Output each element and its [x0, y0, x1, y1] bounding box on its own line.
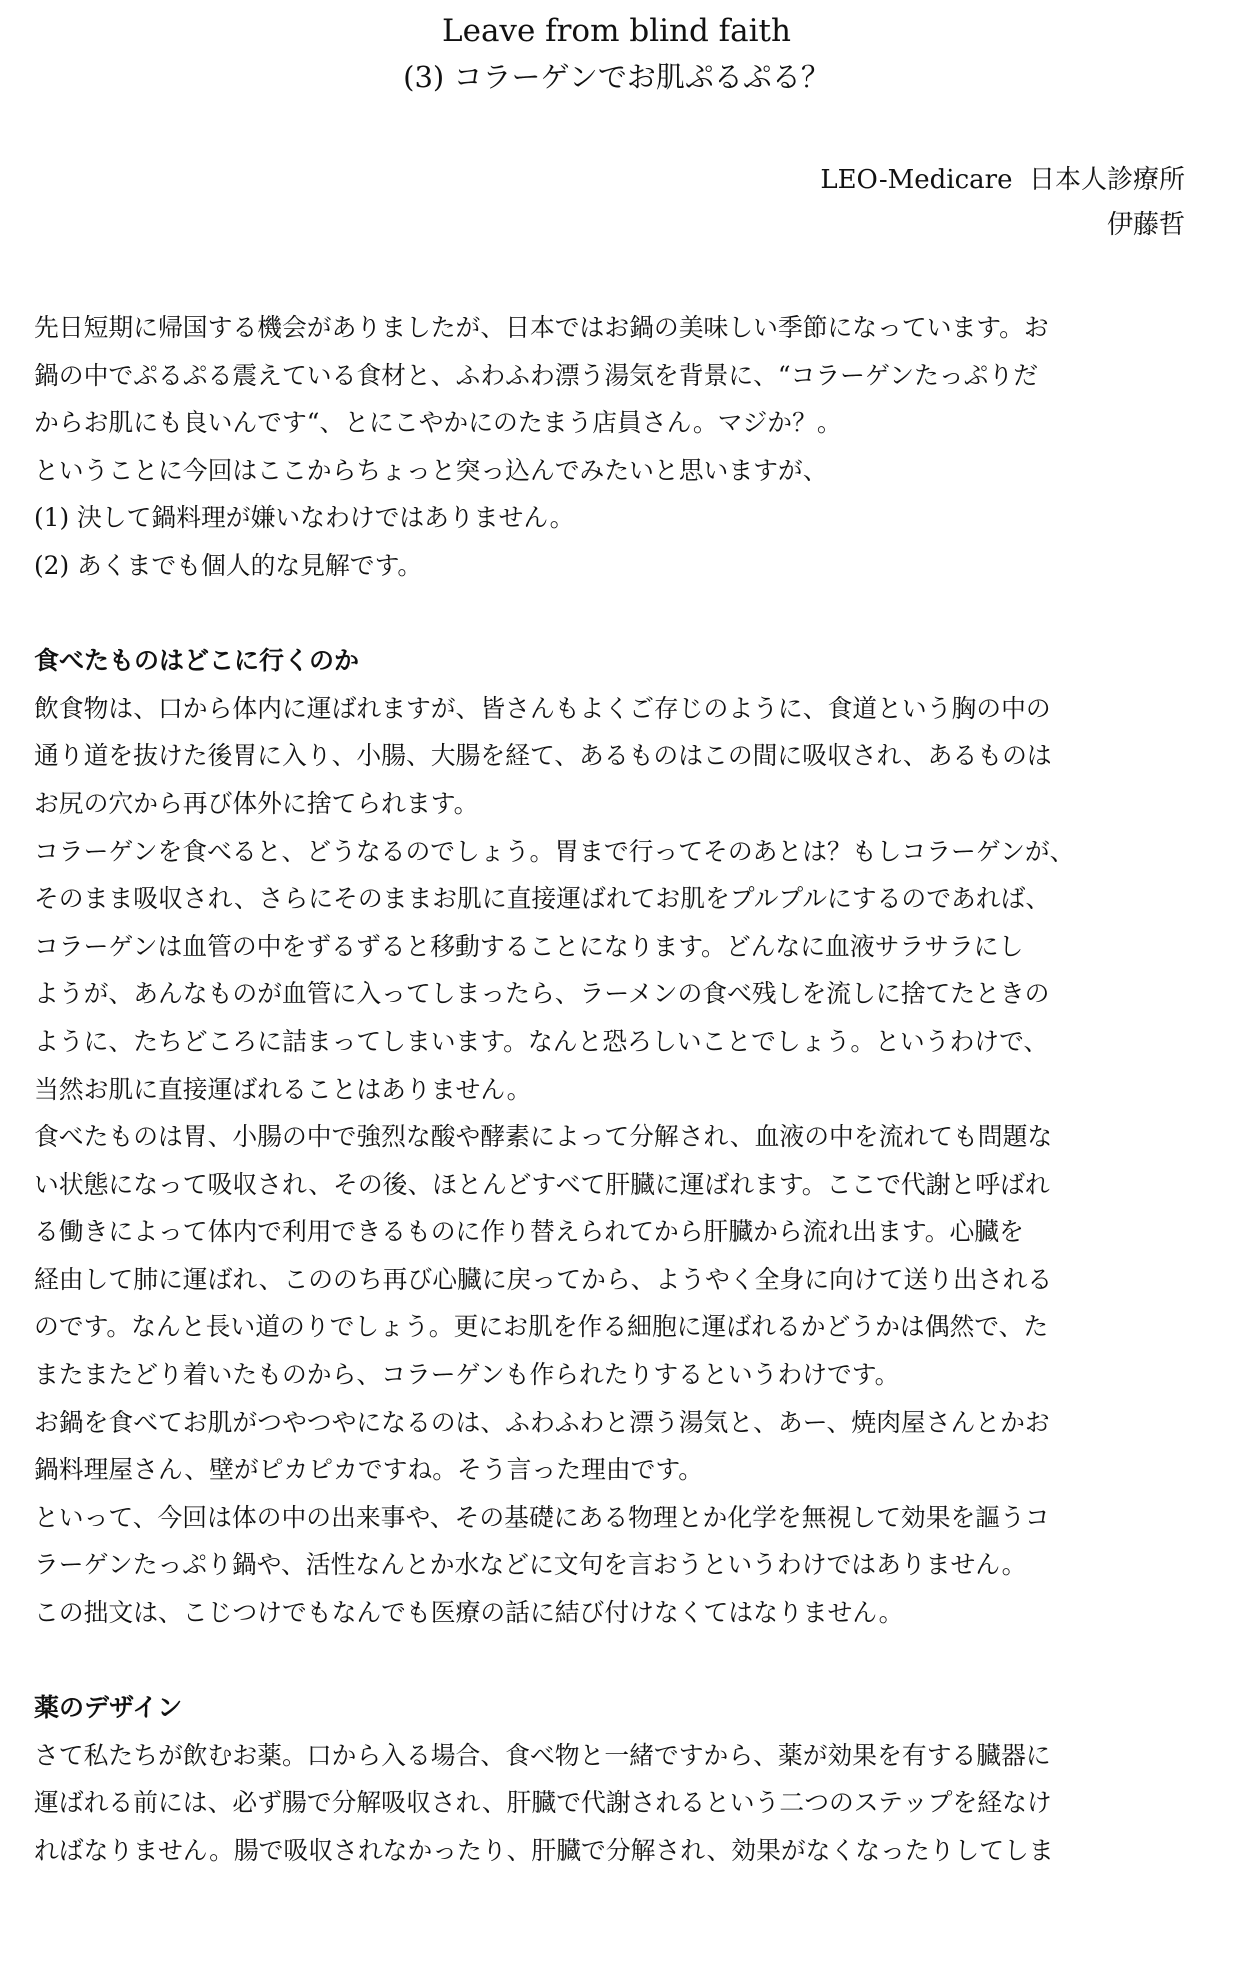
text-line: 鍋の中でぷるぷる震えている食材と、ふわふわ漂う湯気を背景に、“コラーゲンたっぷりだ [34, 360, 1039, 390]
author-organization: LEO-Medicare 日本人診療所 [820, 165, 1185, 195]
text-line: い状態になって吸収され、その後、ほとんどすべて肝臓に運ばれます。ここで代謝と呼ばれ [34, 1169, 1050, 1199]
text-line: といって、今回は体の中の出来事や、その基礎にある物理とか化学を無視して効果を謳うコ [34, 1502, 1050, 1532]
author-block [34, 158, 1199, 248]
text-line: 通り道を抜けた後胃に入り、小腸、大腸を経て、あるものはこの間に吸収され、あるものは [34, 741, 1052, 771]
text-line: ように、たちどころに詰まってしまいます。なんと恐ろしいことでしょう。というわけで、 [34, 1026, 1049, 1056]
text-line: (2) あくまでも個人的な見解です。 [34, 550, 423, 580]
section-heading: 薬のデザイン [34, 1693, 183, 1723]
section-body [34, 1732, 1199, 1875]
text-line: コラーゲンは血管の中をずるずると移動することになります。どんなに血液サラサラにし [34, 931, 1024, 961]
text-line: ということに今回はここからちょっと突っ込んでみたいと思いますが、 [34, 455, 828, 485]
text-line: からお肌にも良いんです“、とにこやかにのたまう店員さん。マジか？。 [34, 408, 842, 438]
intro-paragraph [34, 304, 1199, 590]
text-line: (1) 決して鍋料理が嫌いなわけではありません。 [34, 503, 575, 533]
author-name: 伊藤哲 [1106, 210, 1185, 240]
text-line: のです。なんと長い道のりでしょう。更にお肌を作る細胞に運ばれるかどうかは偶然で、た [34, 1312, 1049, 1342]
text-line: またまたどり着いたものから、コラーゲンも作られたりするというわけです。 [34, 1360, 900, 1390]
section-heading: 食べたものはどこに行くのか [34, 646, 360, 676]
document-title: Leave from blind faith [442, 13, 791, 49]
text-line: ラーゲンたっぷり鍋や、活性なんとか水などに文句を言おうというわけではありません。 [34, 1550, 1027, 1580]
text-line: お尻の穴から再び体外に捨てられます。 [34, 788, 479, 818]
text-line: 食べたものは胃、小腸の中で強烈な酸や酵素によって分解され、血液の中を流れても問題な [34, 1122, 1053, 1152]
text-line: ればなりません。腸で吸収されなかったり、肝臓で分解され、効果がなくなったりしてしま [34, 1836, 1054, 1865]
text-line: 鍋料理屋さん、壁がピカピカですね。そう言った理由です。 [34, 1455, 704, 1485]
text-line: お鍋を食べてお肌がつやつやになるのは、ふわふわと漂う湯気と、あー、焼肉屋さんとかお [34, 1407, 1050, 1437]
text-line: 先日短期に帰国する機会がありましたが、日本ではお鍋の美味しい季節になっています。お [34, 313, 1049, 342]
document-subtitle: (3) コラーゲンでお肌ぷるぷる？ [403, 60, 830, 94]
text-line: る働きによって体内で利用できるものに作り替えられてから肝臓から流れ出ます。心臓を [34, 1217, 1024, 1247]
text-line: 当然お肌に直接運ばれることはありません。 [34, 1074, 532, 1104]
text-line: 運ばれる前には、必ず腸で分解吸収され、肝臓で代謝されるという二つのステップを経なけ [34, 1788, 1052, 1818]
text-line: この拙文は、こじつけでもなんでも医療の話に結び付けなくてはなりません。 [34, 1598, 904, 1628]
text-line: そのまま吸収され、さらにそのままお肌に直接運ばれてお肌をプルプルにするのであれば、 [34, 884, 1051, 914]
text-line: ようが、あんなものが血管に入ってしまったら、ラーメンの食べ残しを流しに捨てたときの [34, 979, 1050, 1009]
text-line: 飲食物は、口から体内に運ばれますが、皆さんもよくご存じのように、食道という胸の中の [34, 693, 1051, 723]
text-line: コラーゲンを食べると、どうなるのでしょう。胃まで行ってそのあとは？もしコラーゲンが、 [34, 836, 1075, 866]
text-line: 経由して肺に運ばれ、こののち再び心臓に戻ってから、ようやく全身に向けて送り出される [34, 1264, 1053, 1294]
text-line: さて私たちが飲むお薬。口から入る場合、食べ物と一緒ですから、薬が効果を有する臓器に [34, 1740, 1051, 1770]
section-body [34, 685, 1199, 1637]
